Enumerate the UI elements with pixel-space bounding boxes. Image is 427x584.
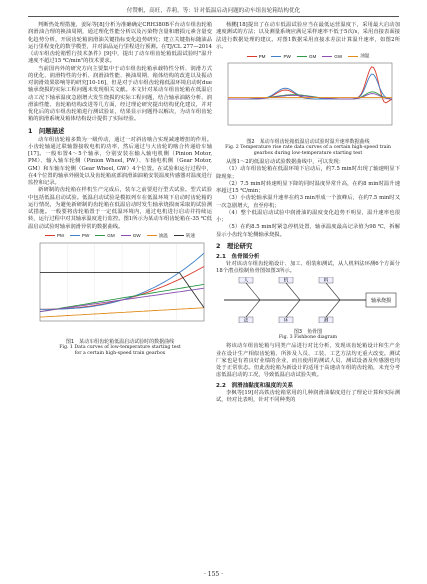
section-heading: 1 问题描述 [28, 126, 65, 135]
paragraph: 动车组齿轮箱多数为一级传动，通过一对斜齿啮合实现减速增扭的作用。小齿轮轴通过联轴器接收电机的功率，然后通过与大齿轮的啮合传递给车轴[17]。一般布置4～5个轴承，分别安装在输入轴电机侧（Pinion Motor, PM）、输入轴车轮侧（Pinion Wheel, PW）、车轴电机侧（Gear Motor, GM）和车轴车轮侧（Gear Wheel, GW）4个位置。在试验和运行过程中，在4个位置的轴承外圈处以及齿轮箱底部润滑油油箱安装温度传感器对温度进行监控和记录。 [28, 136, 212, 186]
header-rule [28, 16, 399, 17]
line-chart [216, 59, 400, 133]
paragraph: 从图1～2的低温启动试验数据曲线中，可以发现： [226, 159, 344, 165]
category-label: 料 [323, 277, 329, 283]
figure-2 [216, 53, 400, 157]
legend-label: 油温 [360, 53, 370, 58]
paragraph: 判断热处理措施，姜际等[8]分析为准确确定CRH380B平台动车组齿轮箱润滑油合理的换油周期，通过理化性能分析以及污染物含量和磨损元素含量变化趋势分析，开展齿轮箱润滑油关键指标变化趋势研究；建立关键指标随油品运行里程变化的数学模型，并对油品运行里程进行预测。在TJ/CL 277—2014《动车组齿轮箱暂行技术条件》[9]中，提出了动车组齿轮箱低温试验时"温升速度不超过15 ℃/min"的技术要求。 [28, 22, 212, 65]
series-line [228, 94, 392, 99]
paragraph: （1）动车组齿轮箱在低温环境下启动后，约7.5 min时出现了轴速明显下降现象； [216, 166, 400, 180]
fishbone-head-label: 轴承烧损 [370, 298, 392, 305]
legend-swatch [70, 235, 80, 236]
legend-swatch [121, 235, 131, 236]
paragraph: 李枫等[19]对高铁齿轮箱常用的几种润滑油黏度进行了理论计算和实际测试，经对比表明，针对不同种类的 [216, 389, 400, 403]
paragraph: 杨鹏[18]提出了在动车低温试验应当在最低运营温度下，采用最大启动加速度测试的方法；以及测量系统应满足采样速率不低于5次/s，采用直接表面接法进行数据处理的建议。对图1数据采用直接求差法计算温升速率，如图2所示。 [216, 22, 400, 50]
category-label: 测 [323, 317, 329, 323]
legend-swatch [95, 235, 105, 236]
section-heading: 2 理论研究 [216, 241, 253, 250]
category-label: 法 [243, 317, 249, 323]
legend-label: PW [283, 53, 291, 59]
subsection-heading: 2.2 润滑油黏度和温度的关系 [216, 382, 294, 389]
legend-swatch [45, 235, 55, 236]
legend-swatch [247, 56, 257, 57]
bone [326, 300, 340, 317]
paragraph: 针对该动车组齿轮箱设计、加工、组装和测试，从人机料法环测6个方面分18个潜点绘制鱼骨图如图3所示。 [216, 260, 400, 274]
legend-swatch [174, 235, 184, 236]
paragraph: （3）小齿轮轴承温升速率在约3 min形成一个波峰后，在约7.5 min时又一次急剧增大，直至停机； [216, 195, 400, 209]
legend-label: GW [132, 233, 141, 239]
figure-caption-en: Fig. 3 Fishbone diagram [278, 335, 338, 341]
figure-caption-en: Fig. 1 Data curves of low-temperature starting test [59, 344, 181, 350]
figure-caption-en: Fig. 2 Temperature rise rate data curves of a certain high-speed train [225, 145, 391, 150]
category-label: 人 [243, 277, 249, 283]
figure-caption: 图2 某动车组齿轮箱低温启动试验时温升速率数据曲线 [246, 139, 370, 145]
bone [286, 300, 300, 317]
figure-3 [216, 277, 400, 341]
paragraph: 当前国内外的研究方向主要集中于动车组齿轮箱承载特性分析、润滑方式的优化、润滑特性的分析、润滑油性能、换油周期、箱体结构的改进以及振动对润滑效果影响等的研究[10-16]，但是对于动车组齿轮箱低温环境启动时due轴承烧损的实际工程问题未发现相关文献。本文针对某动车组齿轮箱在低温启动工况下轴承温度急剧增大发生烧损的实际工程问题，结合轴承油路分析、润滑油性能、齿轮箱结构改进等几方面，经过理论研究提出结构优化建议，并对优化后的动车组齿轮箱进行测试验证，结果显示问题得以解决，为动车组齿轮箱的润滑系统及箱体结构设计提供了实际经验。 [28, 65, 212, 123]
paragraph: 新研制的齿轮箱在样机生产完成后，装车之前要进行型式试验。型式试验中包括低温启动试验。低温启动试验是模拟列车在低温环境下启动时齿轮箱的运行情况，为避免新研制的齿轮箱在低温启动时发生轴承烧损而采取的试验测试措施。一般要将齿轮箱置于一定低温环境内，通过电机进行启动并持续运转，运行过程中对其轴承温度进行监控。图1所示为某动车组齿轮箱在-35 ℃低温启动试验时轴承润滑异常的数据曲线。 [28, 187, 212, 230]
legend-label: 转速 [185, 232, 196, 238]
figure-caption-en: gearbox during low-temperature starting test [253, 151, 363, 156]
legend-label: PW [81, 233, 90, 239]
legend-label: GM [107, 233, 115, 239]
bone [286, 283, 300, 300]
subsection-heading: 2.1 鱼骨图分析 [216, 253, 260, 260]
figure-caption: 图3 鱼骨图 [293, 329, 323, 336]
paragraph: （4）整个低温启动试验中润滑油的温度变化趋势不明显，温升速率也很小； [216, 209, 400, 223]
bone [246, 300, 260, 317]
legend-swatch [297, 56, 307, 57]
legend-swatch [147, 235, 157, 236]
fishbone-diagram [216, 277, 400, 323]
bone [326, 283, 340, 300]
plot-frame [228, 63, 392, 125]
figure-caption: 图1 某动车组齿轮箱低温启动试验时的数据曲线 [65, 338, 175, 345]
running-header: 付赞帆，高旺，乔莉，等：针对低温启动问题的动车组齿轮箱结构优化 [126, 8, 301, 14]
page-number: · 155 · [203, 571, 224, 578]
paragraph: （2）7.5 min时转速明显下降的同时温度异常升高，在约8 min时温升速率超过15 ℃/min； [216, 180, 400, 194]
right-column [216, 22, 400, 404]
category-label: 环 [283, 317, 289, 323]
left-column [28, 22, 212, 359]
figure-1 [28, 233, 212, 357]
bone [246, 283, 260, 300]
legend-label: PM [258, 53, 266, 59]
legend-label: GW [334, 53, 343, 59]
paragraph: （5）在约8.5 min时紧急停机处置，轴承温度最高记录值为98 ℃，拆解显示小齿轮车轮侧轴承烧损。 [216, 224, 400, 238]
legend-swatch [271, 56, 281, 57]
legend-label: PM [56, 233, 64, 239]
legend-label: 油温 [158, 232, 168, 238]
figure-caption-en: for a certain high-speed train gearbox [74, 350, 166, 356]
legend-swatch [322, 56, 332, 57]
legend-swatch [348, 56, 358, 57]
line-chart [28, 239, 212, 333]
legend-label: GM [308, 53, 317, 59]
paragraph: 将该动车组齿轮箱与同类产品进行对比分析，发现该齿轮箱设计和生产企业在设计生产相似齿轮箱、所涉及人员、工装、工艺方法均无重大改变。测试厂家也是有着良好业绩的企业，而且使用的测试人员、测试设备及传感器也均处于正常状态。但此齿轮箱为新设计的适用于高速动车组的齿轮箱，未充分考虑低温启动的工况，导致低温启动试验失败。 [216, 343, 400, 379]
category-label: 机 [283, 277, 289, 283]
